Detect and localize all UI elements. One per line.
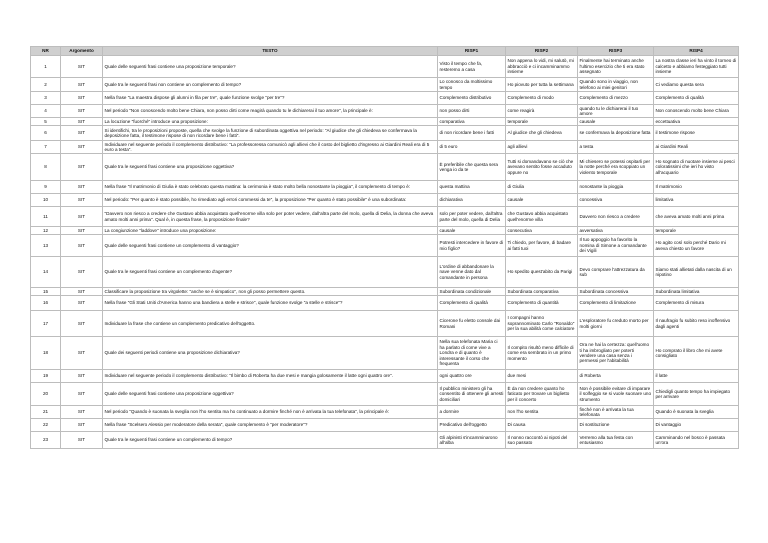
cell-risp2[interactable]: Complemento di modo bbox=[506, 92, 578, 105]
cell-risp1[interactable]: L'ordine di abbandonare la nave venne dato dal comandante in persona bbox=[438, 257, 506, 288]
cell-nr[interactable]: 10 bbox=[31, 194, 61, 207]
cell-risp2[interactable]: Ti chiedo, per favore, di badare ai fatti tuoi bbox=[506, 235, 578, 257]
cell-argomento[interactable]: SIT bbox=[61, 288, 103, 296]
cell-nr[interactable]: 13 bbox=[31, 235, 61, 257]
cell-risp1[interactable]: Complemento di qualità bbox=[438, 296, 506, 311]
cell-nr[interactable]: 20 bbox=[31, 383, 61, 406]
table-row bbox=[31, 296, 739, 311]
cell-risp4[interactable]: il testimone rispose bbox=[654, 126, 739, 141]
cell-testo[interactable]: Quale dei seguenti periodi contiene una proposizione dichiarativa? bbox=[103, 337, 438, 370]
header-testo: TESTO bbox=[103, 47, 438, 56]
cell-nr[interactable]: 7 bbox=[31, 141, 61, 154]
cell-argomento[interactable]: SIT bbox=[61, 370, 103, 383]
cell-nr[interactable]: 3 bbox=[31, 92, 61, 105]
cell-risp2[interactable]: Complemento di quantità bbox=[506, 296, 578, 311]
cell-risp1[interactable]: a dormire bbox=[438, 406, 506, 419]
table-row bbox=[31, 383, 739, 406]
cell-nr[interactable]: 18 bbox=[31, 337, 61, 370]
cell-risp3[interactable]: Non è possibile evitare di imparare il solfeggio se si vuole suonare uno strumento bbox=[578, 383, 654, 406]
cell-risp1[interactable]: comparativa bbox=[438, 118, 506, 126]
cell-risp2[interactable]: che Gustavo abbia acquistato quell'enorme villa bbox=[506, 207, 578, 227]
header-risp2: RISP2 bbox=[506, 47, 578, 56]
header-argomento: Argomento bbox=[61, 47, 103, 56]
cell-nr[interactable]: 8 bbox=[31, 154, 61, 181]
cell-testo[interactable]: Quale delle seguenti frasi contiene una proposizione temporale? bbox=[103, 56, 438, 78]
table-row bbox=[31, 257, 739, 288]
cell-risp3[interactable]: Complemento di mezzo bbox=[578, 92, 654, 105]
cell-risp3[interactable]: Quando sono in viaggio, non telefono ai miei genitori bbox=[578, 78, 654, 92]
cell-risp1[interactable]: dichiarativa bbox=[438, 194, 506, 207]
cell-risp3[interactable]: L'esploratore fu creduto morto per molti giorni bbox=[578, 311, 654, 337]
header-nr: NR bbox=[31, 47, 61, 56]
cell-testo[interactable]: Nel periodo "Non conoscendo molto bene Chiara, non posso dirti come reagirà quando tu le dichiarerai il tuo amore", la principale è: bbox=[103, 105, 438, 118]
cell-risp3[interactable]: Ora ne hai la certezza: quell'uomo ti ha imbrogliato per poterti vendere una casa senza i permessi per l'abitabilità bbox=[578, 337, 654, 370]
cell-risp1[interactable]: Lo conosco da moltissimo tempo bbox=[438, 78, 506, 92]
cell-risp3[interactable]: Di sostituzione bbox=[578, 419, 654, 432]
cell-argomento[interactable]: SIT bbox=[61, 432, 103, 449]
cell-risp1[interactable]: Gli alpinisti s'incamminarono all'alba bbox=[438, 432, 506, 449]
cell-nr[interactable]: 23 bbox=[31, 432, 61, 449]
cell-testo[interactable]: Nel periodo "Quando è suonata la sveglia non l'ho sentita ma ho continuato a dormire finché non è arrivata la tua telefonata", la principale è: bbox=[103, 406, 438, 419]
cell-risp1[interactable]: di 5 euro bbox=[438, 141, 506, 154]
cell-risp2[interactable]: Tutti si domandavano se ciò che avevano sentito fosse accaduto oppure no bbox=[506, 154, 578, 181]
cell-risp1[interactable]: ogni quattro ore bbox=[438, 370, 506, 383]
cell-risp4[interactable]: Quando è suonata la sveglia bbox=[654, 406, 739, 419]
cell-nr[interactable]: 16 bbox=[31, 296, 61, 311]
table-row bbox=[31, 181, 739, 194]
cell-risp3[interactable]: se confermava la deposizione fatta bbox=[578, 126, 654, 141]
cell-argomento[interactable]: SIT bbox=[61, 383, 103, 406]
cell-risp4[interactable]: Ho comprato il libro che mi avete consigliato bbox=[654, 337, 739, 370]
table-row bbox=[31, 432, 739, 449]
cell-risp1[interactable]: Il pubblico ministero gli ha consentito di ottenere gli arresti domiciliari bbox=[438, 383, 506, 406]
cell-nr[interactable]: 2 bbox=[31, 78, 61, 92]
table-row bbox=[31, 370, 739, 383]
cell-testo[interactable]: Nel periodo: "Per quanto è stato possibile, ho rimediato agli errori commessi da te", la proposizione "Per quanto è stato possibile" è una subordinata: bbox=[103, 194, 438, 207]
cell-nr[interactable]: 14 bbox=[31, 257, 61, 288]
header-risp4: RISP4 bbox=[654, 47, 739, 56]
cell-argomento[interactable]: SIT bbox=[61, 406, 103, 419]
cell-risp1[interactable]: Visto il tempo che fa, resteremo a casa bbox=[438, 56, 506, 78]
cell-risp4[interactable]: La nostra classe ieri ha vinto il torneo di calcetto e abbiamo festeggiato tutti insieme bbox=[654, 56, 739, 78]
cell-risp2[interactable]: agli allievi bbox=[506, 141, 578, 154]
cell-risp4[interactable]: temporale bbox=[654, 227, 739, 235]
cell-nr[interactable]: 22 bbox=[31, 419, 61, 432]
cell-risp4[interactable]: Siamo stati allietati dalla nascita di un nipotino bbox=[654, 257, 739, 288]
cell-risp1[interactable]: Subordinata condizionale bbox=[438, 288, 506, 296]
cell-risp2[interactable]: Al giudice che gli chiedeva bbox=[506, 126, 578, 141]
cell-argomento[interactable]: SIT bbox=[61, 257, 103, 288]
cell-risp3[interactable]: di Roberta bbox=[578, 370, 654, 383]
cell-risp1[interactable]: Cicerone fu eletto console dai Romani bbox=[438, 311, 506, 337]
cell-risp1[interactable]: Nella sua telefonata Maria ci ha parlato di come vive a Londra e di quanto è interessante il corso che frequenta bbox=[438, 337, 506, 370]
cell-nr[interactable]: 5 bbox=[31, 118, 61, 126]
cell-nr[interactable]: 19 bbox=[31, 370, 61, 383]
cell-risp2[interactable]: Di causa bbox=[506, 419, 578, 432]
table-row bbox=[31, 154, 739, 181]
cell-risp2[interactable]: causale bbox=[506, 194, 578, 207]
table-row bbox=[31, 92, 739, 105]
cell-risp3[interactable]: avversativa bbox=[578, 227, 654, 235]
table-row bbox=[31, 337, 739, 370]
cell-risp4[interactable]: Di vantaggio bbox=[654, 419, 739, 432]
table-row bbox=[31, 118, 739, 126]
table-row bbox=[31, 105, 739, 118]
cell-risp3[interactable]: nonostante la pioggia bbox=[578, 181, 654, 194]
cell-risp4[interactable]: limitativa bbox=[654, 194, 739, 207]
cell-risp1[interactable]: Complemento distributivo bbox=[438, 92, 506, 105]
cell-risp2[interactable]: consecutiva bbox=[506, 227, 578, 235]
cell-testo[interactable]: Individuare nel seguente periodo il complemento distributivo: "La professoressa comunicò agli allievi che il costo del biglietto d'ingresso ai Giardini Reali era di 5 euro a testa". bbox=[103, 141, 438, 154]
cell-risp3[interactable]: Mi chiesero se potessi ospitarli per la notte perché era scoppiato un violento temporale bbox=[578, 154, 654, 181]
table-row bbox=[31, 126, 739, 141]
cell-testo[interactable]: "Davvero non riesco a credere che Gustavo abbia acquistato quell'enorme villa solo per poter vedere, dall'altra parte del molo, quella di Delia, la donna che aveva amato molti anni prima". Qual è, in questa frase, la proposizione finale? bbox=[103, 207, 438, 227]
cell-nr[interactable]: 6 bbox=[31, 126, 61, 141]
cell-nr[interactable]: 15 bbox=[31, 288, 61, 296]
cell-argomento[interactable]: SIT bbox=[61, 194, 103, 207]
header-risp3: RISP3 bbox=[578, 47, 654, 56]
cell-risp4[interactable]: Ho agito così solo perché Dario mi aveva chiesto un favore bbox=[654, 235, 739, 257]
cell-risp2[interactable]: Il nonno raccontò ai nipoti del suo passato bbox=[506, 432, 578, 449]
cell-risp2[interactable]: Subordinata comparativa bbox=[506, 288, 578, 296]
cell-risp4[interactable]: Camminando nel bosco è passata un'ora bbox=[654, 432, 739, 449]
cell-risp4[interactable]: ai Giardini Reali bbox=[654, 141, 739, 154]
cell-testo[interactable]: La congiunzione "laddove" introduce una proposizione: bbox=[103, 227, 438, 235]
cell-risp3[interactable]: Verremo alla tua festa con entusiasmo bbox=[578, 432, 654, 449]
cell-argomento[interactable]: SIT bbox=[61, 311, 103, 337]
cell-risp4[interactable]: Il matrimonio bbox=[654, 181, 739, 194]
cell-risp2[interactable]: Non appena lo vidi, mi salutò, mi abbracciò e ci incamminammo insieme bbox=[506, 56, 578, 78]
cell-risp2[interactable]: È da non credere quanto ho faticato per trovare un biglietto per il concerto bbox=[506, 383, 578, 406]
table-row bbox=[31, 207, 739, 227]
cell-argomento[interactable]: SIT bbox=[61, 105, 103, 118]
cell-nr[interactable]: 9 bbox=[31, 181, 61, 194]
cell-argomento[interactable]: SIT bbox=[61, 227, 103, 235]
cell-risp4[interactable]: Complemento di qualità bbox=[654, 92, 739, 105]
table-row bbox=[31, 235, 739, 257]
cell-risp4[interactable]: Il naufragio fu subito reso inoffensivo dagli agenti bbox=[654, 311, 739, 337]
cell-argomento[interactable]: SIT bbox=[61, 118, 103, 126]
table-row bbox=[31, 227, 739, 235]
cell-testo[interactable]: Individuare la frase che contiene un complemento predicativo dell'oggetto. bbox=[103, 311, 438, 337]
header-risp1: RISP1 bbox=[438, 47, 506, 56]
cell-nr[interactable]: 17 bbox=[31, 311, 61, 337]
cell-argomento[interactable]: SIT bbox=[61, 56, 103, 78]
cell-risp3[interactable]: Devo comprare l'attrezzatura da sub bbox=[578, 257, 654, 288]
cell-testo[interactable]: Quale tra le seguenti frasi contiene un complemento di tempo? bbox=[103, 432, 438, 449]
cell-argomento[interactable]: SIT bbox=[61, 154, 103, 181]
cell-argomento[interactable]: SIT bbox=[61, 235, 103, 257]
cell-argomento[interactable]: SIT bbox=[61, 92, 103, 105]
cell-testo[interactable]: Quale tra le seguenti frasi contiene una proposizione oggettiva? bbox=[103, 154, 438, 181]
cell-nr[interactable]: 21 bbox=[31, 406, 61, 419]
spreadsheet bbox=[30, 46, 738, 449]
cell-testo[interactable]: Si identifichi, tra le proposizioni proposte, quella che svolge la funzione di subordinata oggettiva nel periodo: "Al giudice che gli chiedeva se confermava la deposizione fatta, il testimone rispose di non ricordare bene i fatti". bbox=[103, 126, 438, 141]
cell-risp1[interactable]: solo per poter vedere, dall'altra parte del molo, quella di Delia bbox=[438, 207, 506, 227]
cell-risp4[interactable]: Ci vediamo questa sera bbox=[654, 78, 739, 92]
cell-risp2[interactable]: Ho spedito quest'abito da Parigi bbox=[506, 257, 578, 288]
table-row bbox=[31, 141, 739, 154]
cell-testo[interactable]: Nella frase "La maestra dispose gli alunni in fila per tre", quale funzione svolge "per tre"? bbox=[103, 92, 438, 105]
cell-risp2[interactable]: Ho piovuto per tutta la settimana bbox=[506, 78, 578, 92]
cell-risp3[interactable]: concessiva bbox=[578, 194, 654, 207]
cell-risp4[interactable]: Subordinata limitativa bbox=[654, 288, 739, 296]
cell-risp1[interactable]: non posso dirti bbox=[438, 105, 506, 118]
cell-argomento[interactable]: SIT bbox=[61, 141, 103, 154]
cell-testo[interactable]: Quale tra le seguenti frasi contiene un complemento d'agente? bbox=[103, 257, 438, 288]
table-row bbox=[31, 406, 739, 419]
cell-argomento[interactable]: SIT bbox=[61, 419, 103, 432]
cell-risp4[interactable]: eccettuativa bbox=[654, 118, 739, 126]
cell-risp4[interactable]: Complemento di misura bbox=[654, 296, 739, 311]
questions-table bbox=[30, 46, 739, 449]
cell-risp4[interactable]: che aveva amato molti anni prima bbox=[654, 207, 739, 227]
cell-risp3[interactable]: finché non è arrivata la tua telefonata bbox=[578, 406, 654, 419]
cell-risp3[interactable]: causale bbox=[578, 118, 654, 126]
cell-risp3[interactable]: Finalmente hai terminato anche l'ultimo esercizio che ti era stato assegnato bbox=[578, 56, 654, 78]
cell-argomento[interactable]: SIT bbox=[61, 78, 103, 92]
cell-argomento[interactable]: SIT bbox=[61, 126, 103, 141]
cell-testo[interactable]: La locuzione "fuorché" introduce una proposizione: bbox=[103, 118, 438, 126]
cell-risp4[interactable]: Chiedigli quanto tempo ha impiegato per arrivare bbox=[654, 383, 739, 406]
cell-testo[interactable]: Nella frase "Scelsero Alessio per moderatore della serata", quale complemento è "per moderatore"? bbox=[103, 419, 438, 432]
table-row bbox=[31, 419, 739, 432]
cell-risp1[interactable]: Potresti intercedere in favore di mio figlio? bbox=[438, 235, 506, 257]
cell-testo[interactable]: Quale delle seguenti frasi contiene un complemento di vantaggio? bbox=[103, 235, 438, 257]
cell-risp2[interactable]: I compagni hanno soprannominato Carlo "Ronaldo" per la sua abilità come calciatore bbox=[506, 311, 578, 337]
cell-risp3[interactable]: Davvero non riesco a credere bbox=[578, 207, 654, 227]
cell-argomento[interactable]: SIT bbox=[61, 181, 103, 194]
cell-risp2[interactable]: due mesi bbox=[506, 370, 578, 383]
cell-risp3[interactable]: Complemento di limitazione bbox=[578, 296, 654, 311]
cell-risp1[interactable]: di non ricordare bene i fatti bbox=[438, 126, 506, 141]
cell-nr[interactable]: 4 bbox=[31, 105, 61, 118]
table-row bbox=[31, 311, 739, 337]
cell-risp1[interactable]: questa mattina bbox=[438, 181, 506, 194]
cell-testo[interactable]: Nella frase "Gli Stati Uniti d'America hanno una bandiera a stelle e strisce", quale funzione svolge "a stelle e strisce"? bbox=[103, 296, 438, 311]
table-row bbox=[31, 288, 739, 296]
cell-risp2[interactable]: temporale bbox=[506, 118, 578, 126]
cell-nr[interactable]: 12 bbox=[31, 227, 61, 235]
cell-risp3[interactable]: quando tu le dichiarerai il tuo amore bbox=[578, 105, 654, 118]
cell-testo[interactable]: Nella frase "Il matrimonio di Giulia è stato celebrato questa mattina: la cerimonia è stato molto bella nonostante la pioggia", il complemento di tempo è: bbox=[103, 181, 438, 194]
cell-testo[interactable]: Quale delle seguenti frasi contiene una proposizione oggettiva? bbox=[103, 383, 438, 406]
cell-risp2[interactable]: come reagirà bbox=[506, 105, 578, 118]
cell-risp4[interactable]: Non conoscendo molto bene Chiara bbox=[654, 105, 739, 118]
cell-testo[interactable]: Classificare la proposizione tra virgolette: "anche se è simpatico", non gli posso permettere questo. bbox=[103, 288, 438, 296]
cell-argomento[interactable]: SIT bbox=[61, 207, 103, 227]
cell-risp2[interactable]: non l'ho sentita bbox=[506, 406, 578, 419]
cell-risp3[interactable]: a testa bbox=[578, 141, 654, 154]
cell-argomento[interactable]: SIT bbox=[61, 337, 103, 370]
cell-nr[interactable]: 1 bbox=[31, 56, 61, 78]
cell-testo[interactable]: Quale tra le seguenti frasi non contiene un complemento di tempo? bbox=[103, 78, 438, 92]
cell-risp2[interactable]: di Giulia bbox=[506, 181, 578, 194]
cell-risp3[interactable]: Il tuo appoggio ha favorito la nomina di Simone a comandante dei Vigili bbox=[578, 235, 654, 257]
header-row bbox=[31, 47, 739, 56]
cell-nr[interactable]: 11 bbox=[31, 207, 61, 227]
cell-risp2[interactable]: Il compito risultò meno difficile di come era sembrato in un primo momento bbox=[506, 337, 578, 370]
cell-risp1[interactable]: causale bbox=[438, 227, 506, 235]
table-row bbox=[31, 56, 739, 78]
table-row bbox=[31, 78, 739, 92]
cell-testo[interactable]: Individuare nel seguente periodo il complemento distributivo: "Il bimbo di Roberta ha due mesi e mangia golosamente il latte ogni quattro ore". bbox=[103, 370, 438, 383]
cell-risp4[interactable]: il latte bbox=[654, 370, 739, 383]
table-row bbox=[31, 194, 739, 207]
cell-risp1[interactable]: È preferibile che questa sera venga io da te bbox=[438, 154, 506, 181]
cell-risp3[interactable]: Subordinata concessiva bbox=[578, 288, 654, 296]
cell-risp4[interactable]: Ho sognato di nuotare insieme ai pesci coloratissimi che ieri ho visto all'acquario bbox=[654, 154, 739, 181]
cell-argomento[interactable]: SIT bbox=[61, 296, 103, 311]
cell-risp1[interactable]: Predicativo dell'oggetto bbox=[438, 419, 506, 432]
